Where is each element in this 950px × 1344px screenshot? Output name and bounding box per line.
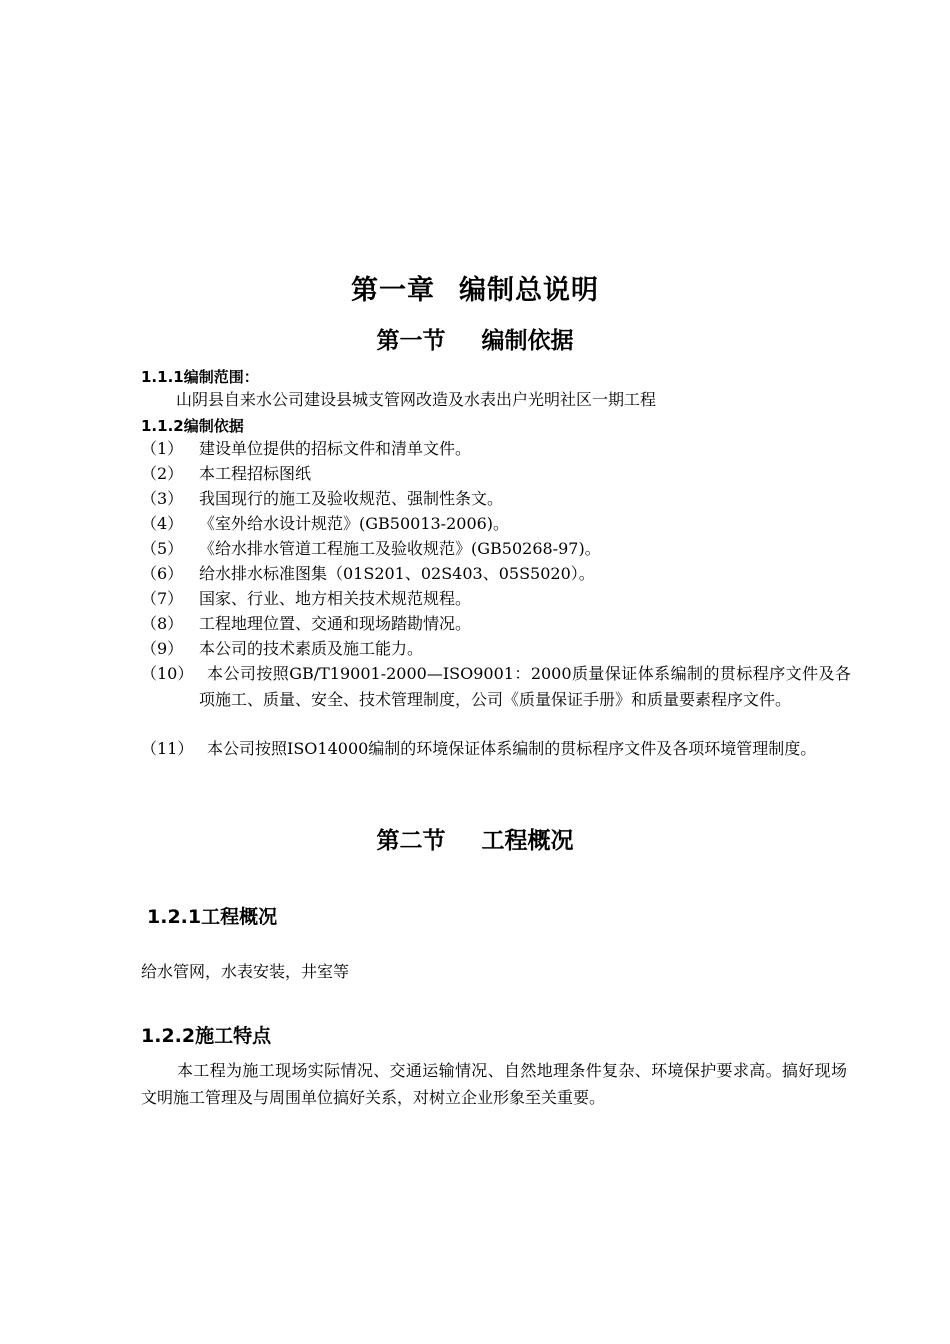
list-text: 工程地理位置、交通和现场踏勘情况。 <box>199 614 472 633</box>
list-item <box>141 611 851 637</box>
list-text: 本工程招标图纸 <box>199 464 312 483</box>
section2-title <box>0 822 950 855</box>
list-text: 本公司按照ISO14000编制的环境保证体系编制的贯标程序文件及各项环境管理制度。 <box>207 739 817 758</box>
list-number: （3） <box>141 489 184 508</box>
list-item <box>141 561 851 587</box>
list-item <box>141 486 851 512</box>
list-number: （5） <box>141 539 184 558</box>
list-number: （9） <box>141 639 184 658</box>
heading-1-1-1: 1.1.1编制范围： <box>141 368 259 386</box>
list-item <box>141 636 851 662</box>
section2-name: 工程概况 <box>481 828 574 854</box>
list-item <box>141 436 851 462</box>
list-item <box>141 511 851 537</box>
list-text: 本公司的技术素质及施工能力。 <box>199 639 424 658</box>
section1-number: 第一节 <box>376 328 446 354</box>
heading-1-2-1: 1.2.1工程概况 <box>147 906 278 928</box>
section1-title <box>0 322 950 355</box>
list-text: 给水排水标准图集（01S201、02S403、05S5020）。 <box>199 564 595 583</box>
list-text: 我国现行的施工及验收规范、强制性条文。 <box>199 489 504 508</box>
list-number: （10） <box>141 664 194 683</box>
list-text: 国家、行业、地方相关技术规范规程。 <box>199 589 472 608</box>
list-number: （6） <box>141 564 184 583</box>
list-text: 《给水排水管道工程施工及验收规范》(GB50268-97)。 <box>199 539 601 558</box>
heading-1-1-2: 1.1.2编制依据 <box>141 417 244 435</box>
scope-text: 山阴县自来水公司建设县城支管网改造及水表出户光明社区一期工程 <box>176 390 657 409</box>
list-number: （11） <box>141 739 194 758</box>
chapter-title <box>0 268 950 307</box>
list-number: （1） <box>141 439 184 458</box>
section1-name: 编制依据 <box>481 328 574 354</box>
list-number: （8） <box>141 614 184 633</box>
list-item <box>141 586 851 612</box>
list-item <box>141 736 851 762</box>
list-item <box>141 661 851 713</box>
list-text: 《室外给水设计规范》(GB50013-2006)。 <box>199 514 510 533</box>
list-item <box>141 461 851 487</box>
list-number: （2） <box>141 464 184 483</box>
section2-number: 第二节 <box>376 828 446 854</box>
chapter-name: 编制总说明 <box>459 275 599 306</box>
list-number: （4） <box>141 514 184 533</box>
overview-text: 给水管网，水表安装，井室等 <box>141 962 350 981</box>
list-number: （7） <box>141 589 184 608</box>
list-text: 建设单位提供的招标文件和清单文件。 <box>199 439 472 458</box>
list-text: 本公司按照GB/T19001-2000—ISO9001：2000质量保证体系编制的贯标程序文件及各项施工、质量、安全、技术管理制度，公司《质量保证手册》和质量要素程序文件。 <box>199 664 851 709</box>
chapter-number: 第一章 <box>351 275 435 306</box>
heading-1-2-2: 1.2.2施工特点 <box>141 1025 272 1047</box>
features-paragraph: 本工程为施工现场实际情况、交通运输情况、自然地理条件复杂、环境保护要求高。搞好现场文明施工管理及与周围单位搞好关系，对树立企业形象至关重要。 <box>141 1061 847 1107</box>
list-item <box>141 536 851 562</box>
